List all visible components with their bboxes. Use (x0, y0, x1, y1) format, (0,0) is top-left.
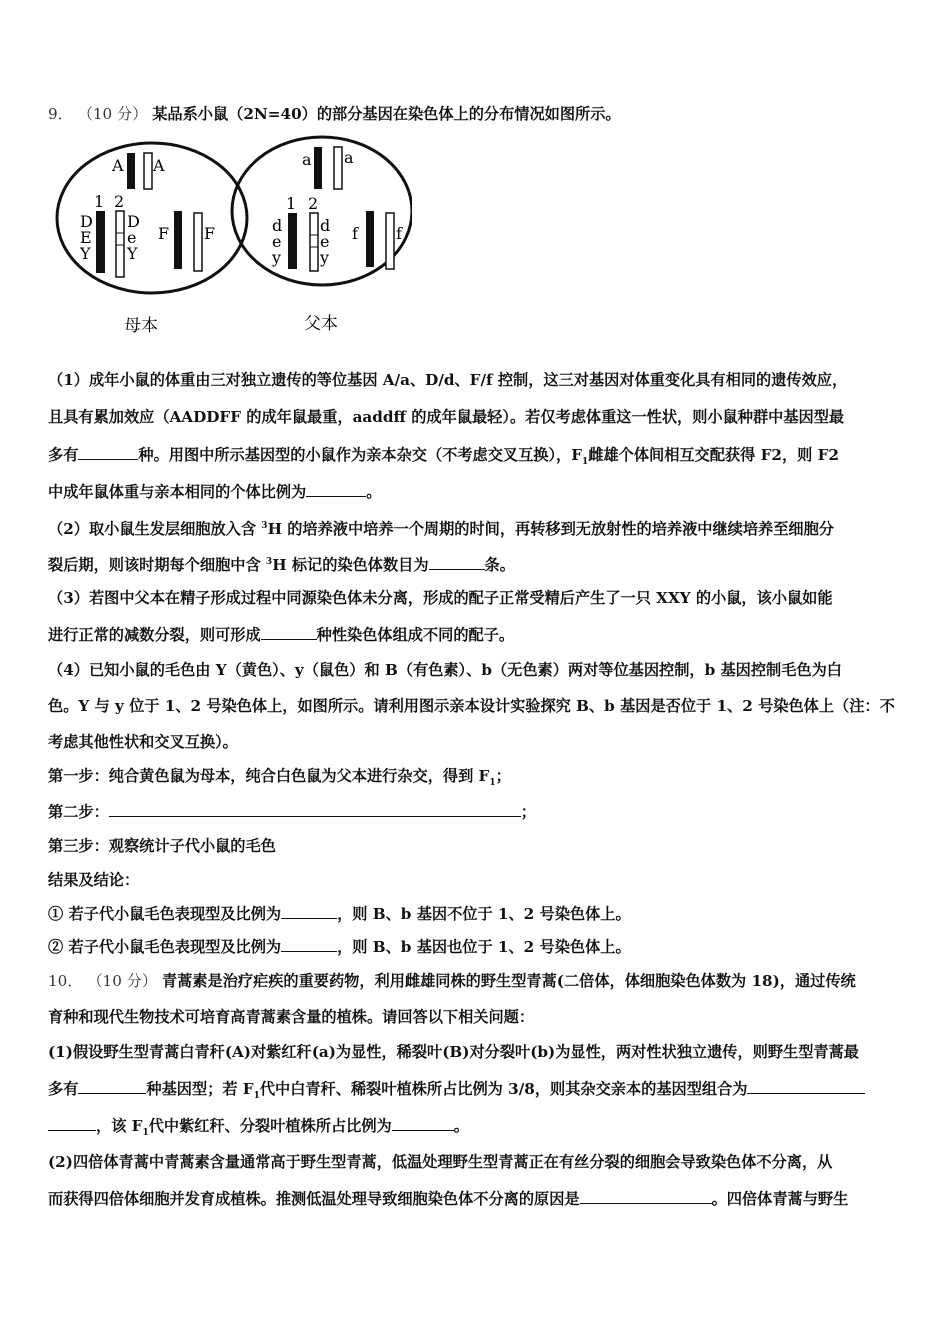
q10-stem-line2: 育种和现代生物技术可培育高青蒿素含量的植株。请回答以下相关问题： (48, 1008, 534, 1026)
text: ① 若子代小鼠毛色表现型及比例为 (48, 905, 282, 923)
q9-step1 (48, 766, 908, 793)
q10-part2-line1: (2)四倍体青蒿中青蒿素含量通常高于野生型青蒿，低温处理野生型青蒿正在有丝分裂的细胞会导致染色体不分离，从 (48, 1153, 833, 1171)
chromosome-1 (96, 211, 105, 273)
gene-label: A (153, 156, 165, 175)
text: 多有 (48, 1080, 79, 1098)
gene-label: y (320, 248, 330, 267)
q9-result-2 (48, 936, 908, 957)
text: ，该 F (96, 1117, 143, 1135)
father-cell (232, 137, 412, 334)
gene-label: a (302, 150, 312, 169)
q9-part4-line3: 考虑其他性状和交叉互换）。 (48, 733, 238, 751)
text: 代中白青秆、稀裂叶植株所占比例为 3/8，则其杂交亲本的基因型组合为 (259, 1080, 748, 1098)
text: 进行正常的减数分裂，则可形成 (48, 626, 261, 644)
text: ② 若子代小鼠毛色表现型及比例为 (48, 938, 282, 956)
question-number: 10． (48, 972, 83, 990)
gene-label: D (80, 212, 93, 231)
q9-result-heading: 结果及结论： (48, 871, 140, 889)
chromosome-a-light (144, 153, 152, 189)
figure-caption-father: 父本 (304, 314, 338, 334)
subscript: 1 (489, 778, 496, 789)
chromosome-diagram (52, 133, 412, 343)
gene-label: Y (127, 244, 138, 263)
chromosome-a-dark (314, 147, 322, 189)
q9-part4-line1: （4）已知小鼠的毛色由 Y（黄色）、y（鼠色）和 B（有色素）、b（无色素）两对等位基因控制，b 基因控制毛色为白 (48, 661, 842, 679)
superscript: 3 (265, 557, 273, 567)
answer-blank[interactable] (429, 554, 485, 570)
gene-label: d (320, 216, 331, 235)
chromosome-1 (288, 213, 297, 269)
question-score: （10 分） (87, 972, 158, 990)
chromosome-number: 1 (94, 192, 105, 211)
answer-blank[interactable] (747, 1078, 865, 1094)
answer-blank[interactable] (392, 1115, 454, 1131)
figure-caption-mother: 母本 (124, 316, 158, 336)
q10-part1-line1: (1)假设野生型青蒿白青秆(A)对紫红秆(a)为显性，稀裂叶(B)对分裂叶(b)为显性，两对性状独立遗传，则野生型青蒿最 (48, 1043, 859, 1061)
text: ，则 B、b 基因也位于 1、2 号染色体上。 (337, 938, 631, 956)
text: H 标记的染色体数目为 (272, 556, 429, 575)
text: 中成年鼠体重与亲本相同的个体比例为 (48, 483, 307, 501)
q9-result-1 (48, 903, 908, 924)
chromosome-f-dark (174, 211, 182, 269)
q9-part1-line3 (48, 444, 908, 472)
chromosome-a-dark (127, 153, 135, 189)
gene-label: e (272, 232, 282, 251)
superscript: 3 (261, 521, 268, 531)
answer-blank[interactable] (281, 936, 337, 952)
q9-part3-line2 (48, 624, 908, 645)
q9-step3: 第三步：观察统计子代小鼠的毛色 (48, 837, 276, 855)
gene-label: y (272, 248, 282, 267)
gene-label: E (80, 228, 92, 247)
q10-part1-line2 (48, 1078, 908, 1106)
gene-label: a (344, 148, 354, 167)
text: ； (495, 767, 511, 785)
gene-label: A (112, 156, 124, 175)
text: （2）取小鼠生发层细胞放入含 (48, 520, 262, 539)
chromosome-f-light (194, 213, 202, 271)
text: 种性染色体组成不同的配子。 (316, 626, 515, 644)
q9-part1-line1: （1）成年小鼠的体重由三对独立遗传的等位基因 A/a、D/d、F/f 控制，这三对基因对体重变化具有相同的遗传效应， (48, 371, 848, 389)
text: 而获得四倍体细胞并发育成植株。推测低温处理导致细胞染色体不分离的原因是 (48, 1190, 580, 1208)
question-9-header (48, 104, 908, 124)
question-score: （10 分） (77, 105, 148, 123)
q9-part2-line2 (48, 552, 908, 575)
gene-label: D (127, 212, 140, 231)
subscript: 1 (142, 1128, 149, 1139)
q10-part1-line3 (48, 1115, 908, 1143)
q9-part2-line1 (48, 516, 908, 539)
text: 裂后期，则该时期每个细胞中含 (48, 556, 266, 575)
chromosome-number: 1 (286, 194, 297, 213)
subscript: 1 (253, 1091, 260, 1102)
text: 代中紫红秆、分裂叶植株所占比例为 (148, 1117, 392, 1135)
text: 。四倍体青蒿与野生 (711, 1190, 849, 1208)
subscript: 1 (582, 457, 589, 468)
text: H 的培养液中培养一个周期的时间，再转移到无放射性的培养液中继续培养至细胞分 (267, 520, 834, 539)
chromosome-number: 2 (114, 192, 125, 211)
q10-part2-line2 (48, 1188, 908, 1209)
gene-label: f (352, 224, 358, 243)
answer-blank[interactable] (78, 1078, 146, 1094)
text: 。 (366, 483, 382, 501)
q9-part4-line2: 色。Y 与 y 位于 1、2 号染色体上，如图所示。请利用图示亲本设计实验探究 B、b 基因是否位于 1、2 号染色体上（注：不 (48, 697, 895, 715)
answer-blank[interactable] (261, 624, 317, 640)
q9-part3-line1: （3）若图中父本在精子形成过程中同源染色体未分离，形成的配子正常受精后产生了一只 XXY 的小鼠，该小鼠如能 (48, 589, 833, 607)
q9-step2 (48, 801, 908, 822)
question-10-header (48, 971, 908, 991)
chromosome-f-dark (366, 211, 374, 267)
text: 雌雄个体间相互交配获得 F2，则 F2 (588, 446, 839, 464)
answer-blank[interactable] (306, 481, 366, 497)
chromosome-2 (116, 211, 124, 277)
text: 第二步： (48, 803, 109, 821)
answer-blank[interactable] (48, 1115, 96, 1131)
chromosome-2 (310, 213, 318, 271)
text: 条。 (484, 556, 515, 575)
gene-label: F (158, 224, 170, 243)
gene-label: e (127, 228, 137, 247)
chromosome-number: 2 (308, 194, 319, 213)
gene-label: e (320, 232, 330, 251)
q9-part1-line2: 且具有累加效应（AADDFF 的成年鼠最重，aaddff 的成年鼠最轻）。若仅考虑体重这一性状，则小鼠种群中基因型最 (48, 408, 845, 426)
answer-blank[interactable] (281, 903, 337, 919)
gene-label: Y (80, 244, 91, 263)
text: 第一步：纯合黄色鼠为母本，纯合白色鼠为父本进行杂交，得到 F (48, 767, 490, 785)
text: 。 (453, 1117, 469, 1135)
question-stem: 某品系小鼠（2N=40）的部分基因在染色体上的分布情况如图所示。 (152, 105, 621, 123)
text: ，则 B、b 基因不位于 1、2 号染色体上。 (337, 905, 631, 923)
text: 多有 (48, 446, 79, 464)
answer-blank[interactable] (109, 801, 521, 817)
q9-part1-line4 (48, 481, 908, 502)
text: 种基因型；若 F (146, 1080, 254, 1098)
chromosome-figure (52, 133, 412, 343)
gene-label: F (204, 224, 216, 243)
chromosome-f-light (386, 213, 394, 269)
text: 种。用图中所示基因型的小鼠作为亲本杂交（不考虑交叉互换），F (138, 446, 582, 464)
gene-label: d (272, 216, 283, 235)
question-number: 9． (48, 105, 73, 123)
answer-blank[interactable] (580, 1188, 712, 1204)
gene-label: f (396, 224, 402, 243)
answer-blank[interactable] (78, 444, 138, 460)
mother-cell (57, 143, 247, 336)
question-stem: 青蒿素是治疗疟疾的重要药物，利用雌雄同株的野生型青蒿(二倍体，体细胞染色体数为 18)，通过传统 (161, 972, 856, 990)
chromosome-a-light (334, 147, 342, 189)
text: ； (520, 803, 536, 821)
